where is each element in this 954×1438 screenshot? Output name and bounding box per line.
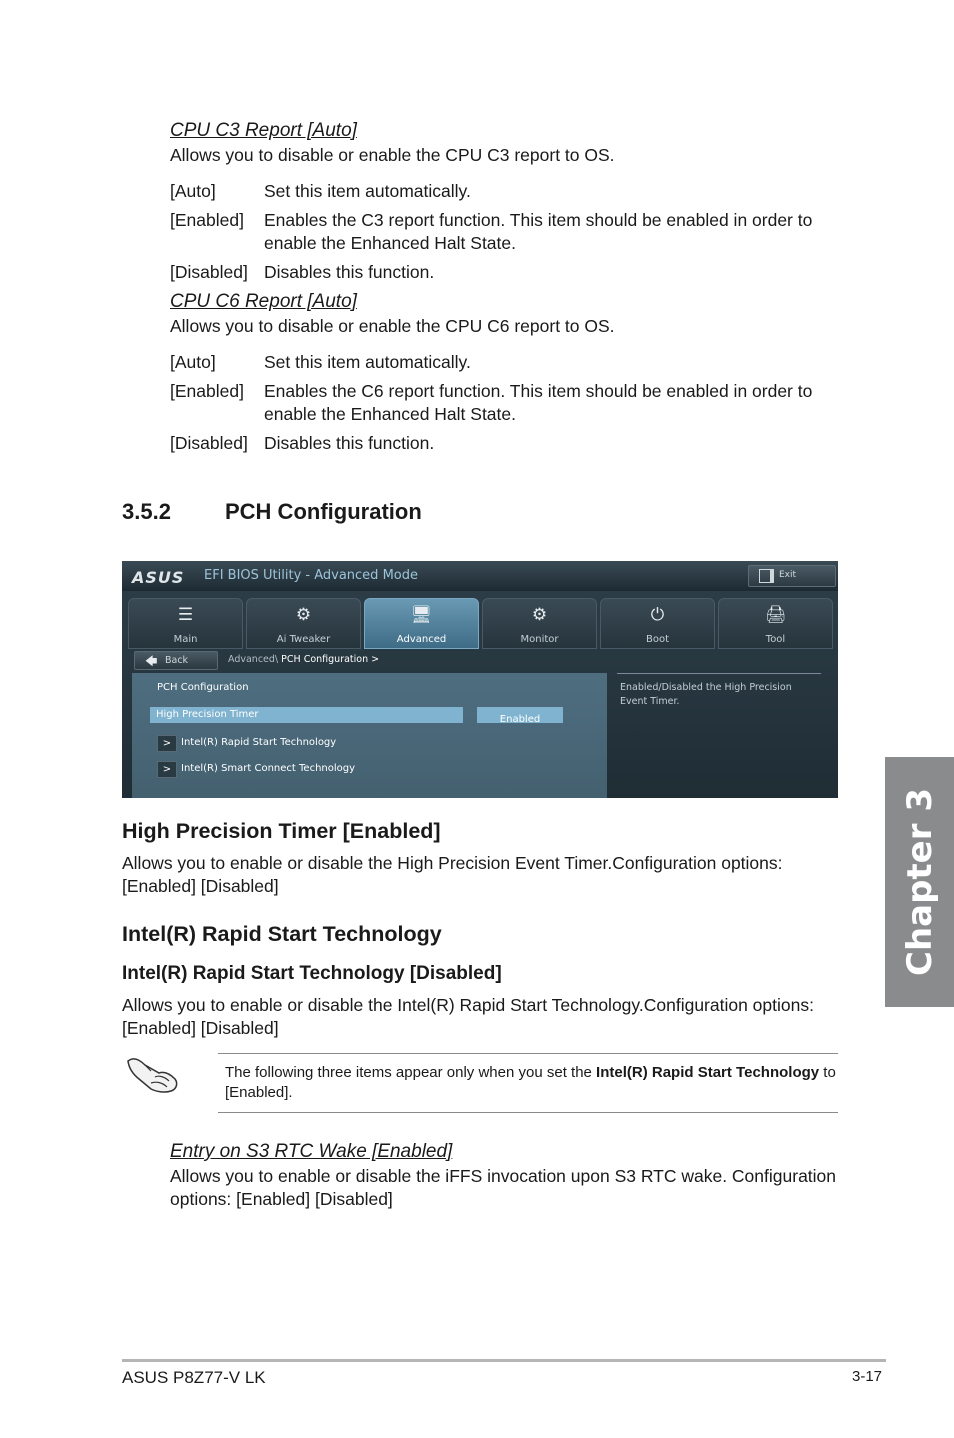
irst-subheading: Intel(R) Rapid Start Technology [Disabled]: [122, 963, 502, 984]
tab-advanced[interactable]: [364, 598, 479, 649]
advanced-icon: 🖥: [410, 605, 433, 625]
back-label: Back: [165, 655, 189, 666]
footer-rule: [122, 1359, 886, 1362]
tab-tool[interactable]: [718, 598, 833, 649]
tab-label: Main: [173, 634, 198, 645]
submenu-label: Intel(R) Rapid Start Technology: [181, 737, 337, 748]
option-desc: Enables the C6 report function. This item should be enabled in order to enable the Enhanced Halt State.: [264, 381, 813, 424]
footer-product: ASUS P8Z77-V LK: [122, 1368, 266, 1387]
irst-description: Allows you to enable or disable the Intel(R) Rapid Start Technology.Configuration options: [Enabled] [Disabled]: [122, 995, 814, 1038]
tab-ai-tweaker[interactable]: [246, 598, 361, 649]
panel-heading: PCH Configuration: [157, 682, 249, 693]
bios-title-bar: [122, 561, 838, 591]
option-key: [Disabled]: [170, 433, 248, 453]
exit-button[interactable]: [748, 565, 836, 587]
irst-heading: Intel(R) Rapid Start Technology: [122, 922, 442, 946]
s3-title: Entry on S3 RTC Wake [Enabled]: [170, 1141, 453, 1162]
tab-label: Tool: [765, 634, 786, 645]
back-arrow-icon: 🡄: [145, 654, 158, 668]
back-button[interactable]: [134, 651, 218, 670]
note-bold: Intel(R) Rapid Start Technology: [596, 1064, 820, 1081]
bios-screenshot: [122, 561, 838, 798]
exit-label: Exit: [779, 570, 797, 580]
option-desc: Disables this function.: [264, 262, 435, 282]
option-key: [Auto]: [170, 352, 216, 372]
option-desc: Set this item automatically.: [264, 181, 471, 201]
c6-title: CPU C6 Report [Auto]: [170, 291, 357, 312]
tab-main[interactable]: [128, 598, 243, 649]
submenu-arrow-icon: >: [157, 735, 177, 752]
note-bottom-rule: [218, 1112, 838, 1113]
list-icon: ☰: [177, 605, 194, 625]
breadcrumb: [228, 654, 379, 665]
bios-settings-panel: [132, 673, 607, 798]
help-divider: [617, 673, 821, 674]
option-desc: Disables this function.: [264, 433, 435, 453]
hpt-label: High Precision Timer: [156, 709, 259, 720]
submenu-arrow-icon: >: [157, 761, 177, 778]
c3-title: CPU C3 Report [Auto]: [170, 120, 357, 141]
power-icon: ⏻: [650, 605, 665, 625]
tab-monitor[interactable]: [482, 598, 597, 649]
tab-label: Ai Tweaker: [276, 634, 331, 645]
breadcrumb-parent[interactable]: Advanced\: [228, 654, 279, 665]
option-desc: Set this item automatically.: [264, 352, 471, 372]
tab-label: Monitor: [520, 634, 559, 645]
option-key: [Disabled]: [170, 262, 248, 282]
option-key: [Auto]: [170, 181, 216, 201]
footer-page-number: 3-17: [852, 1368, 883, 1385]
hpt-value-select[interactable]: [477, 707, 563, 723]
hpt-value: Enabled: [499, 714, 541, 725]
option-key: [Enabled]: [170, 381, 244, 401]
chapter-label: Chapter 3: [899, 787, 940, 977]
hpt-setting-row[interactable]: [150, 707, 463, 723]
note-top-rule: [218, 1053, 838, 1054]
section-number: 3.5.2: [122, 499, 171, 524]
tool-icon: 🖨: [764, 605, 787, 625]
bios-help-panel: [617, 673, 827, 798]
option-desc: Enables the C3 report function. This item should be enabled in order to enable the Enhanced Halt State.: [264, 210, 813, 253]
hpt-description: Allows you to enable or disable the High Precision Event Timer.Configuration options: [Enabled] [Disabled]: [122, 853, 783, 896]
bios-title: EFI BIOS Utility - Advanced Mode: [204, 568, 418, 583]
option-key: [Enabled]: [170, 210, 244, 230]
help-text: Enabled/Disabled the High Precision Event Timer.: [620, 682, 792, 707]
tweaker-icon: ⚙: [295, 605, 312, 625]
exit-icon: [759, 569, 774, 583]
breadcrumb-current: PCH Configuration >: [281, 654, 380, 665]
tab-boot[interactable]: [600, 598, 715, 649]
note-prefix: The following three items appear only when you set the: [225, 1064, 597, 1081]
section-title: PCH Configuration: [225, 499, 422, 524]
asus-logo: ASUS: [132, 568, 185, 587]
monitor-icon: ⚙: [531, 605, 548, 625]
chapter-tab: [885, 757, 954, 1007]
s3-description: Allows you to enable or disable the iFFS invocation upon S3 RTC wake. Configuration options: [Enabled] [Disabled]: [170, 1166, 837, 1209]
submenu-label: Intel(R) Smart Connect Technology: [181, 763, 356, 774]
note-suffix: to [Enabled].: [225, 1064, 836, 1101]
bios-nav-bar: [122, 649, 838, 671]
note-text: [225, 1063, 837, 1103]
pointing-hand-icon: [125, 1053, 181, 1097]
tab-label: Boot: [645, 634, 670, 645]
tab-label: Advanced: [396, 634, 447, 645]
hpt-heading: High Precision Timer [Enabled]: [122, 819, 441, 843]
c6-description: Allows you to disable or enable the CPU C6 report to OS.: [170, 316, 615, 336]
c3-description: Allows you to disable or enable the CPU C3 report to OS.: [170, 145, 615, 165]
